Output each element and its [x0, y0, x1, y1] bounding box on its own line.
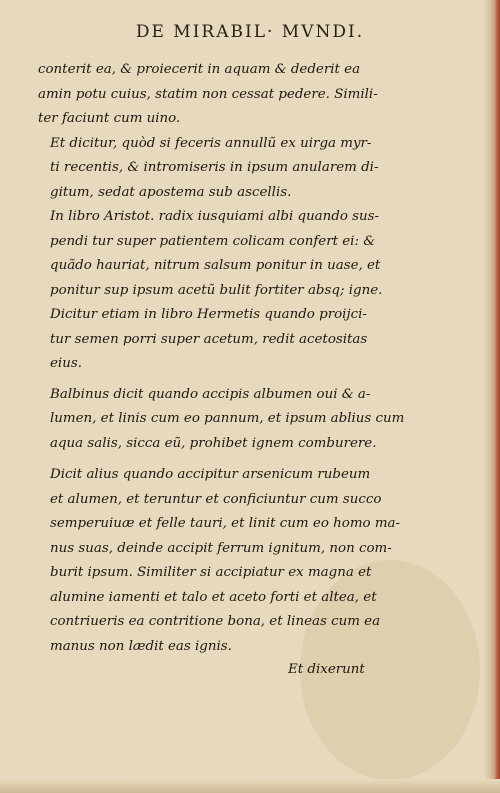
text-line: ter faciunt cum uino.: [38, 111, 181, 126]
text-line: Dicit alius quando accipitur arsenicum rubeum: [50, 467, 371, 482]
text-line: quãdo hauriat, nitrum salsum ponitur in uase, et: [50, 258, 381, 273]
text-line: contriueris ea contritione bona, et lineas cum ea: [50, 614, 381, 629]
text-line: nus suas, deinde accipit ferrum ignitum, non com-: [50, 540, 392, 556]
page-edge-bottom: [0, 779, 500, 793]
text-line: conterit ea, & proiecerit in aquam & dederit ea: [38, 62, 361, 77]
text-line: lumen, et linis cum eo pannum, et ipsum ablius cum: [50, 411, 405, 426]
text-line: Balbinus dicit quando accipis albumen oui & a-: [50, 386, 371, 402]
text-line: et alumen, et teruntur et conficiuntur cum succo: [50, 491, 382, 507]
text-line: semperuiuæ et felle tauri, et linit cum eo homo ma-: [50, 516, 401, 531]
page-body-text: [38, 58, 478, 659]
paragraph: [38, 58, 478, 132]
paragraph: [38, 205, 478, 303]
paragraph: [38, 303, 478, 377]
text-line: Dicitur etiam in libro Hermetis quando proijci-: [50, 307, 367, 322]
text-line: Et dicitur, quòd si feceris annullũ ex uirga myr-: [50, 135, 372, 151]
text-line: pendi tur super patientem colicam confert ei: &: [50, 233, 376, 249]
running-header: DE MIRABIL· MVNDI.: [135, 22, 365, 42]
text-line: manus non lædit eas ignis.: [50, 638, 232, 654]
text-line: amin potu cuius, statim non cessat pedere. Simili-: [38, 86, 378, 102]
text-line: eius.: [50, 356, 82, 371]
paragraph: [38, 463, 478, 659]
paragraph: [38, 383, 478, 457]
text-line: tur semen porri super acetum, redit acetositas: [50, 331, 368, 347]
text-line: burit ipsum. Similiter si accipiatur ex magna et: [50, 565, 372, 580]
text-line: aqua salis, sicca eũ, prohibet ignem comburere.: [50, 435, 377, 451]
paragraph: [38, 132, 478, 206]
text-line: In libro Aristot. radix iusquiami albi quando sus-: [50, 209, 380, 224]
text-line: gitum, sedat apostema sub ascellis.: [50, 184, 292, 200]
text-line: ponitur sup ipsum acetũ bulit fortiter absq; igne.: [50, 282, 383, 298]
text-line: alumine iamenti et talo et aceto forti et altea, et: [50, 589, 377, 605]
text-line: ti recentis, & intromiseris in ipsum anularem di-: [50, 160, 379, 175]
catchword: Et dixerunt: [288, 662, 365, 677]
